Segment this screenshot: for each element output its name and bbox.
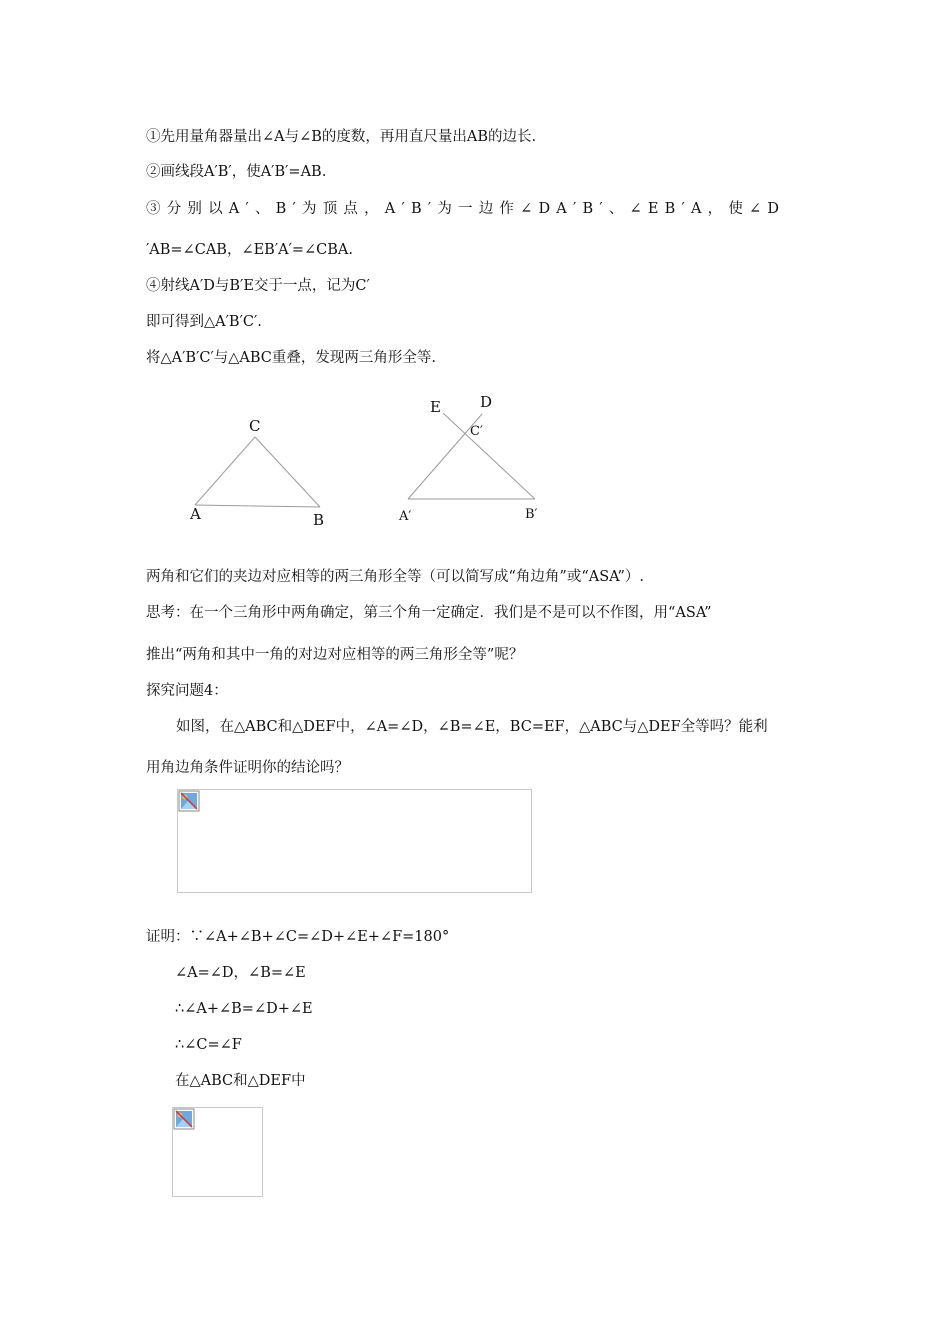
step-6: 将△A′B′C′与△ABC重叠，发现两三角形全等.: [146, 350, 436, 366]
question-4-title: 探究问题4：: [146, 683, 228, 699]
proof-line-1: 证明：∵∠A+∠B+∠C=∠D+∠E+∠F=180°: [146, 929, 450, 945]
figure-placeholder-2: [172, 1107, 263, 1197]
step-2: ②画线段A′B′，使A′B′=AB.: [146, 164, 327, 180]
broken-image-icon: [178, 790, 202, 814]
asa-statement: 两角和它们的夹边对应相等的两三角形全等（可以简写成“角边角”或“ASA”）.: [146, 569, 645, 585]
step-4: ④射线A′D与B′E交于一点，记为C′: [146, 278, 370, 294]
step-1: ①先用量角器量出∠A与∠B的度数，再用直尺量出AB的边长.: [146, 129, 537, 145]
broken-image-icon: [173, 1108, 197, 1132]
step-3-line-2: ′AB=∠CAB，∠EB′A′=∠CBA.: [146, 242, 354, 258]
label-a-prime: A′: [399, 509, 412, 524]
label-e: E: [430, 398, 441, 416]
label-b-prime: B′: [525, 507, 538, 522]
label-a: A: [190, 505, 201, 523]
label-b: B: [313, 511, 325, 529]
proof-line-4: ∴∠C=∠F: [175, 1037, 242, 1053]
triangle-abc: [195, 437, 320, 507]
question-4-body-1: 如图，在△ABC和△DEF中，∠A=∠D，∠B=∠E，BC=EF，△ABC与△DEF全等吗？能利: [176, 719, 768, 735]
proof-line-2: ∠A=∠D，∠B=∠E: [175, 965, 306, 981]
triangle-figure: [0, 0, 950, 560]
step-3-line-1: ③分别以A′、B′为顶点，A′B′为一边作∠DA′B′、∠EB′A，使∠D: [146, 201, 786, 217]
label-c-prime: C′: [470, 424, 483, 439]
think-line-1: 思考：在一个三角形中两角确定，第三个角一定确定．我们是不是可以不作图，用“ASA”: [146, 605, 712, 621]
question-4-body-2: 用角边角条件证明你的结论吗？: [146, 760, 349, 776]
proof-line-5: 在△ABC和△DEF中: [175, 1073, 306, 1089]
label-d: D: [480, 393, 493, 411]
label-c: C: [249, 417, 261, 435]
proof-line-3: ∴∠A+∠B=∠D+∠E: [175, 1001, 313, 1017]
figure-placeholder-1: [177, 789, 532, 893]
step-5: 即可得到△A′B′C′.: [146, 314, 262, 330]
think-line-2: 推出“两角和其中一角的对边对应相等的两三角形全等”呢？: [146, 647, 524, 663]
